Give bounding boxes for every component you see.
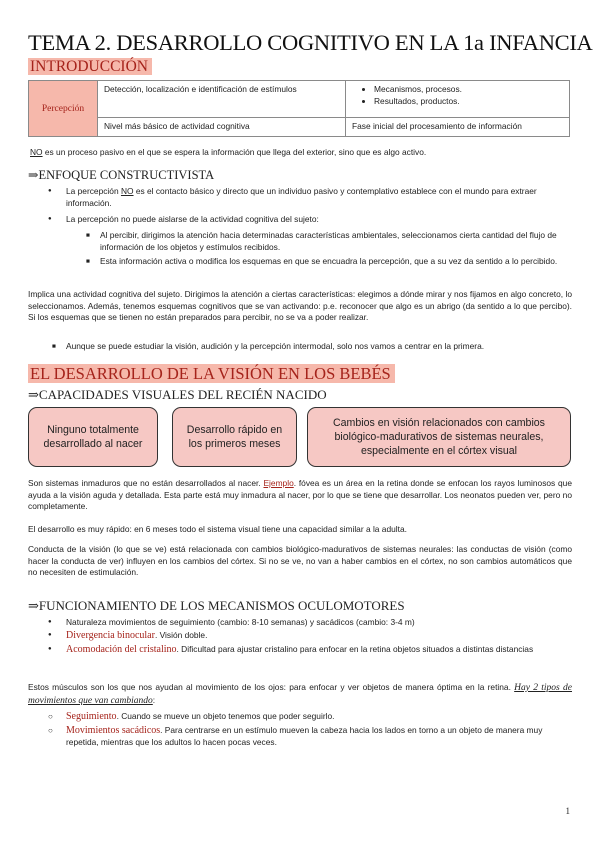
capacity-box <box>307 407 571 467</box>
perception-table <box>28 80 570 137</box>
list-item <box>66 711 572 723</box>
sistemas-paragraph <box>28 478 572 513</box>
text: . Visión doble. <box>154 630 208 640</box>
section-heading-text: EL DESARROLLO DE LA VISIÓN EN LOS BEBÉS <box>28 364 395 383</box>
cell-bullet-list <box>352 84 563 107</box>
box-text: Desarrollo rápido en los primeros meses <box>186 424 283 450</box>
musculos-paragraph <box>28 682 572 707</box>
capacidades-heading: ⇒CAPACIDADES VISUALES DEL RECIÉN NACIDO <box>28 387 327 402</box>
table-cell: Nivel más básico de actividad cognitiva <box>98 118 346 137</box>
text: . Cuando se mueve un objeto tenemos que poder seguirlo. <box>116 711 335 721</box>
section-heading-text: INTRODUCCIÓN <box>28 58 152 75</box>
enfoque-heading: ⇒ENFOQUE CONSTRUCTIVISTA <box>28 168 215 182</box>
list-item: • Mecanismos, procesos. <box>374 84 563 96</box>
text: . Dificultad para ajustar cristalino para enfocar en la retina objetos situados a distintas distancias <box>176 644 534 654</box>
section-heading-vision <box>28 364 395 384</box>
table-cell: Detección, localización e identificación de estímulos <box>98 81 346 118</box>
list-item <box>66 725 572 748</box>
oculomotores-heading: ⇒FUNCIONAMIENTO DE LOS MECANISMOS OCULOMOTORES <box>28 598 405 613</box>
capacidades-boxes <box>28 407 574 467</box>
intro-text: es un proceso pasivo en el que se espera la información que llega del exterior, sino que es algo activo. <box>42 147 427 157</box>
list-item: ■ Esta información activa o modifica los esquemas en que se encuadra la percepción, que a su vez da sentido a lo percibido. <box>100 256 572 268</box>
box-text: Cambios en visión relacionados con cambios biológico-madurativos de sistemas neurales, especialmente en el córtex visual <box>333 417 545 457</box>
list-item: • Resultados, productos. <box>374 96 563 108</box>
no-emphasis: NO <box>30 147 43 157</box>
implica-paragraph: Implica una actividad cognitiva del sujeto. Dirigimos la atención a ciertas características: elegimos a dónde mirar y nos fijamos en algo concreto, lo seleccionamos. Además, tenemos esquemas cognitivos que se van activando: p.e. reconocer que algo es un abrigo (da sentido a lo que percibo). Si los esquemas que se tienen no están preparados para percibir, no se va a poder realizar. <box>28 289 572 322</box>
page-title: TEMA 2. DESARROLLO COGNITIVO EN LA 1a INFANCIA <box>28 30 593 55</box>
list-item <box>66 630 572 642</box>
page-number: 1 <box>565 806 570 816</box>
text: : <box>152 694 156 705</box>
box-text: Ninguno totalmente desarrollado al nacer <box>43 424 143 450</box>
section-heading-introduccion <box>28 58 152 76</box>
term: Acomodación del cristalino <box>66 644 177 655</box>
tipos-link[interactable]: Hay 2 tipos de movimientos que van cambiando <box>28 683 572 706</box>
no-emphasis: NO <box>120 186 134 196</box>
text: es el contacto básico y directo que un individuo pasivo y contemplativo establece con el mundo para extraer información. <box>66 186 537 208</box>
list-item: ■ Aunque se puede estudiar la visión, audición y la percepción intermodal, solo nos vamos a centrar en la primera. <box>66 341 572 353</box>
text: Son sistemas inmaduros que no están desarrollados al nacer. <box>28 478 264 488</box>
desarrollo-paragraph: El desarrollo es muy rápido: en 6 meses todo el sistema visual tiene una capacidad similar a la adulta. <box>28 524 407 534</box>
list-item <box>66 186 572 209</box>
term: Divergencia binocular <box>66 630 155 641</box>
perception-label-cell: Percepción <box>29 81 98 137</box>
table-cell-list <box>346 81 570 118</box>
capacity-box <box>172 407 297 467</box>
ejemplo-link[interactable]: Ejemplo <box>263 478 294 488</box>
text: . fóvea es un área en la retina donde se enfocan los rayos luminosos que ayuda a la visión aguda y detallada. Esta parte está muy inmadura al nacer, por lo que se tiene que desarrollar. Los neonatos pueden ver, pero no completamente. <box>28 478 572 511</box>
text: Estos músculos son los que nos ayudan al movimiento de los ojos: para enfocar y ver objetos de manera óptima en la retina. <box>28 682 515 692</box>
list-item <box>66 644 572 656</box>
term: Seguimiento <box>66 711 117 722</box>
conducta-paragraph: Conducta de la visión (lo que se ve) está relacionada con cambios biológico-madurativos de sistemas neurales: las conductas de visión (como hacer la conducta de ver) influyen en los cambios del córtex. Si no se ve, no van a haber cambios en el córtex, no son cambios automáticos que no necesiten de estimulación. <box>28 544 572 577</box>
intro-paragraph <box>30 147 570 159</box>
list-item: ● Naturaleza movimientos de seguimiento (cambio: 8-10 semanas) y sacádicos (cambio: 3-4 m) <box>66 617 572 629</box>
term: Movimientos sacádicos <box>66 725 161 736</box>
capacity-box <box>28 407 158 467</box>
list-item: ● La percepción no puede aislarse de la actividad cognitiva del sujeto: <box>66 214 572 226</box>
text: La percepción <box>66 186 121 196</box>
list-item: ■ Al percibir, dirigimos la atención hacia determinadas características ambientales, seleccionamos cierta cantidad del flujo de información de los objetos y estímulos recibidos. <box>100 230 572 253</box>
text: . Para centrarse en un estímulo mueven la cabeza hacia los lados en torno a un objeto de manera muy repetida, mientras que los adultos lo hacen pocas veces. <box>66 725 543 747</box>
table-row <box>29 118 570 137</box>
table-cell: Fase inicial del procesamiento de información <box>346 118 570 137</box>
table-row <box>29 81 570 118</box>
